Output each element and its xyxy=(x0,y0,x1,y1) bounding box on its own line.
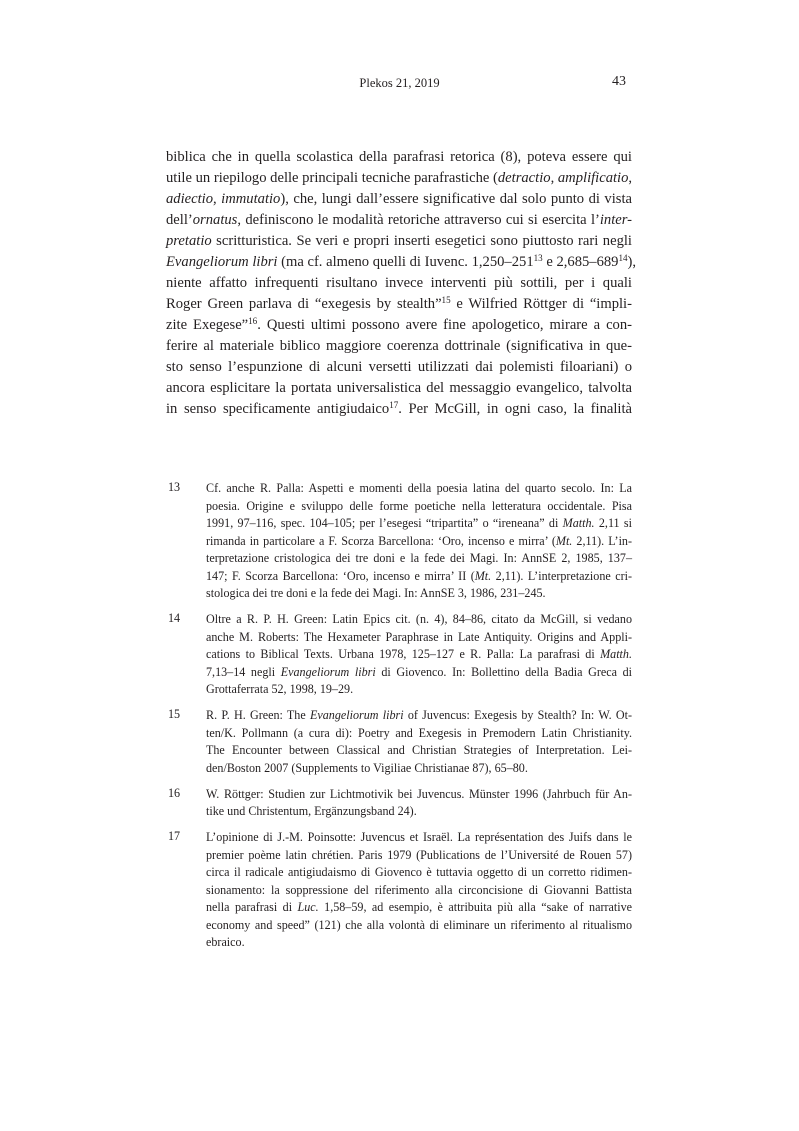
italic-text: detractio xyxy=(497,170,551,186)
italic-text: pretatio xyxy=(166,233,212,249)
text-line xyxy=(206,611,632,629)
italic-text: Luc. xyxy=(297,900,319,914)
text-line xyxy=(166,231,632,252)
footnote-16 xyxy=(166,786,632,821)
text-segment: poesia. Origine e sviluppo delle forme poetiche nella letteratura occidentale. Pisa xyxy=(206,498,632,513)
text-segment: Cf. anche R. Palla: Aspetti e momenti della poesia latina del quarto secolo. In: La xyxy=(206,481,632,495)
text-segment: economy and speed” (121) che alla volontà di eliminare un riferimento al ritualismo xyxy=(206,917,632,932)
text-segment: scritturistica. Se veri e propri inserti esegetici sono piuttosto rari negli xyxy=(211,233,632,249)
text-segment: Grottaferrata 52, 1998, 19–29. xyxy=(206,682,354,696)
text-segment: 147; F. Scorza Barcellona: ‘Oro, incenso e mirra’ II ( xyxy=(206,568,475,583)
text-segment: premier poème latin chrétien. Paris 1979 (Publications de l’Université de Rouen 57) xyxy=(206,847,632,862)
italic-text: Evangeliorum libri xyxy=(166,254,278,270)
footnote-reference[interactable]: 13 xyxy=(533,253,543,264)
text-segment: Roger Green parlava di “exegesis by stealth” xyxy=(166,296,442,312)
text-segment: ferire al materiale biblico maggiore coerenza dottrinale (significativa in que- xyxy=(166,338,632,354)
text-line xyxy=(166,168,632,189)
text-segment: 2,11). L’in- xyxy=(572,533,632,548)
text-segment: e Wilfried Röttger di “impli- xyxy=(450,296,632,312)
text-segment: ), xyxy=(627,254,637,270)
text-line xyxy=(206,664,632,682)
text-segment: Oltre a R. P. H. Green: Latin Epics cit. (n. 4), 84–86, citato da McGill, si vedano xyxy=(206,612,632,626)
text-segment: 1,58–59, ad esempio, è attribuita più alla “sake of narrative xyxy=(318,900,633,914)
text-segment: circa il radicale antigiudaismo di Giovenco è tuttavia oggetto di un corretto ridimen- xyxy=(206,865,632,879)
italic-text: Mt. xyxy=(474,568,492,583)
text-segment: rimanda in particolare a F. Scorza Barcellona: ‘Oro, incenso e mirra’ ( xyxy=(206,533,556,548)
text-segment: , xyxy=(628,170,633,186)
text-segment: 1991, 97–116, spec. 104–105; per l’esegesi “tripartita” o “ireneana” di xyxy=(206,516,563,530)
text-line xyxy=(166,210,632,231)
text-line xyxy=(206,681,632,699)
text-segment: cations to Biblical Texts. Urbana 1978, 125–127 e R. Palla: La parafrasi di xyxy=(206,647,601,661)
text-line xyxy=(166,378,632,399)
text-line xyxy=(166,399,632,420)
text-line xyxy=(206,707,632,725)
text-line xyxy=(166,315,632,336)
italic-text: Matth. xyxy=(600,647,632,661)
footnote-number: 16 xyxy=(168,785,181,800)
italic-text: amplificatio xyxy=(557,170,629,186)
text-line xyxy=(206,629,632,647)
text-segment: di Giovenco. In: Bollettino della Badia Greca di xyxy=(375,664,632,679)
text-segment: , xyxy=(550,170,558,186)
text-line xyxy=(166,252,637,273)
text-line xyxy=(206,498,632,516)
text-segment: R. P. H. Green: The xyxy=(206,708,310,722)
text-segment: den/Boston 2007 (Supplements to Vigiliae Christianae 87), 65–80. xyxy=(206,760,528,775)
text-line xyxy=(206,725,632,743)
text-line xyxy=(166,189,632,210)
text-line xyxy=(206,480,632,498)
text-line xyxy=(206,829,632,847)
italic-text: Evangeliorum libri xyxy=(309,708,404,722)
text-line xyxy=(166,294,632,315)
footnote-17 xyxy=(166,829,632,952)
text-segment: zite Exegese” xyxy=(166,317,249,333)
footnote-reference[interactable]: 16 xyxy=(248,316,258,327)
footnote-reference[interactable]: 14 xyxy=(618,253,628,264)
text-line xyxy=(206,882,632,900)
footnote-number: 17 xyxy=(168,829,181,843)
text-segment: . Per McGill, in ogni caso, la finalità xyxy=(398,401,633,417)
page-number: 43 xyxy=(612,74,626,89)
text-segment: nella parafrasi di xyxy=(206,900,298,914)
text-line xyxy=(166,336,632,357)
text-segment: , xyxy=(213,191,222,207)
text-segment: terpretazione cristologica dei tre doni e la fede dei Magi. In: AnnSE 2, 1985, 137– xyxy=(206,551,632,565)
text-segment: The Encounter between Classical and Christian Strategies of Interpretation. Lei- xyxy=(206,743,632,757)
text-line xyxy=(206,917,632,935)
text-segment: 2,11 si xyxy=(594,516,632,530)
text-segment: (ma cf. almeno quelli di Iuvenc. 1,250–251 xyxy=(277,254,534,270)
text-segment: ancora esplicitare la portata universalistica del messaggio evangelico, talvolta xyxy=(166,380,632,396)
footnote-15 xyxy=(166,707,632,777)
text-segment: in senso specificamente antigiudaico xyxy=(166,401,390,417)
italic-text: Matth. xyxy=(562,516,595,530)
text-segment: ebraico. xyxy=(206,935,245,949)
italic-text: inter- xyxy=(599,212,632,228)
text-line xyxy=(166,273,632,294)
text-segment: e 2,685–689 xyxy=(542,254,619,270)
text-line xyxy=(206,899,632,917)
text-segment: tike und Christentum, Ergänzungsband 24). xyxy=(206,804,417,818)
text-segment: sionamento: la soppressione del riferimento alla circoncisione di Giovanni Battista xyxy=(206,882,632,897)
text-line xyxy=(166,357,632,378)
footnote-reference[interactable]: 15 xyxy=(441,295,451,306)
footnote-number: 15 xyxy=(168,707,181,721)
text-line xyxy=(206,847,632,865)
running-head: Plekos 21, 2019 xyxy=(359,76,440,90)
text-segment: dell’ xyxy=(166,212,193,228)
footnote-reference[interactable]: 17 xyxy=(389,400,399,411)
text-segment: . Questi ultimi possono avere fine apologetico, mirare a con- xyxy=(257,317,633,333)
text-segment: 2,11). L’interpretazione cri- xyxy=(491,568,632,583)
text-line xyxy=(206,550,632,568)
text-segment: ten/K. Pollmann (a cura di): Poetry and Exegesis in Premodern Latin Christianity. xyxy=(206,725,632,740)
text-segment: 7,13–14 negli xyxy=(206,664,281,679)
text-line xyxy=(206,585,632,603)
text-segment: sto senso l’espunzione di alcuni versetti utilizzati dai polemisti filoariani) o xyxy=(166,359,632,375)
text-segment: L’opinione di J.-M. Poinsotte: Juvencus et Israël. La représentation des Juifs dans le xyxy=(206,830,632,844)
text-segment: of Juvencus: Exegesis by Stealth? In: W. Ot- xyxy=(403,708,633,722)
text-line xyxy=(206,568,632,586)
text-line xyxy=(206,864,632,882)
footnotes xyxy=(166,480,632,960)
text-line xyxy=(206,515,632,533)
footnote-13 xyxy=(166,480,632,603)
italic-text: adiectio xyxy=(166,191,214,207)
text-line xyxy=(206,742,632,760)
text-line xyxy=(206,760,632,778)
italic-text: Evangeliorum libri xyxy=(280,664,376,679)
text-line xyxy=(206,803,632,821)
italic-text: immutatio xyxy=(221,191,281,207)
text-segment: ), che, lungi dall’essere significative dal solo punto di vista xyxy=(280,191,632,207)
text-segment: W. Röttger: Studien zur Lichtmotivik bei Juvencus. Münster 1996 (Jahrbuch für An- xyxy=(206,786,632,801)
italic-text: ornatus xyxy=(192,212,238,228)
italic-text: Mt. xyxy=(555,533,573,548)
text-line xyxy=(206,646,632,664)
text-segment: utile un riepilogo delle principali tecniche parafrastiche ( xyxy=(166,170,498,186)
text-segment: stologica dei tre doni e la fede dei Magi. In: AnnSE 3, 1986, 231–245. xyxy=(206,586,546,600)
footnote-number: 14 xyxy=(168,611,181,625)
body-text xyxy=(166,147,637,420)
text-segment: biblica che in quella scolastica della parafrasi retorica (8), poteva essere qui xyxy=(166,149,632,165)
text-line xyxy=(206,934,632,952)
text-line xyxy=(206,533,632,551)
text-segment: , definiscono le modalità retoriche attraverso cui si esercita l’ xyxy=(237,212,600,228)
footnote-14 xyxy=(166,611,632,699)
footnote-number: 13 xyxy=(168,480,181,494)
text-segment: anche M. Roberts: The Hexameter Paraphrase in Late Antiquity. Origins and Appli- xyxy=(206,629,632,644)
text-line xyxy=(166,147,632,168)
text-line xyxy=(206,786,632,804)
text-segment: niente affatto infrequenti risultano invece interventi più sottili, per i quali xyxy=(166,275,632,291)
